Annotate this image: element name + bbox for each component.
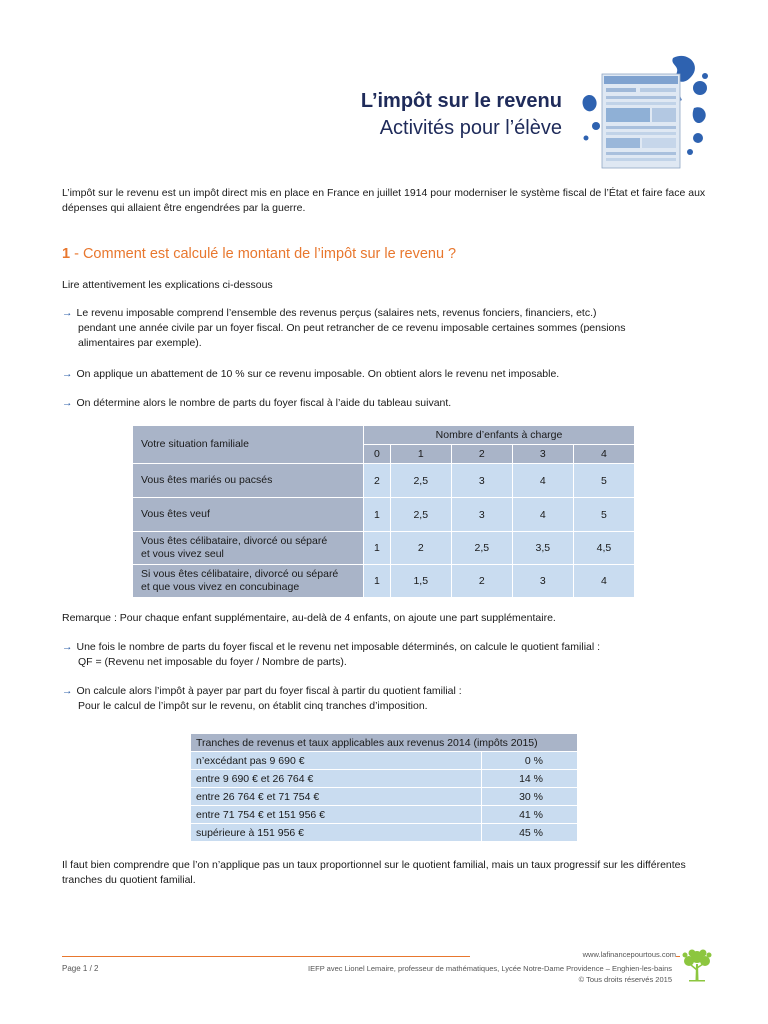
table-cell: 4	[573, 565, 634, 598]
bracket-rate: 14 %	[482, 770, 578, 788]
bullet-nombre-parts: → On détermine alors le nombre de parts du foyer fiscal à l’aide du tableau suivant.	[62, 397, 452, 409]
table-cell: 1	[364, 498, 391, 532]
bullet-revenu-imposable: → Le revenu imposable comprend l’ensemble des revenus perçus (salaires nets, revenus fonciers, financiers, etc.) pendant une année civile par un foyer fiscal. On peut retrancher de ce revenu imposable certaines sommes (pensions alimentaires par exemple).	[62, 307, 626, 349]
children-header: Nombre d’enfants à charge	[364, 426, 635, 445]
conclusion-paragraph: Il faut bien comprendre que l’on n’applique pas un taux proportionnel sur le quotient familial, mais un taux progressif sur les différentes tranches du quotient familial.	[62, 859, 686, 886]
tree-logo-icon	[680, 948, 714, 984]
footer-url[interactable]: www.lafinancepourtous.com	[470, 950, 676, 959]
bracket-rate: 41 %	[482, 806, 578, 824]
table-row	[133, 498, 635, 532]
page-number: Page 1 / 2	[62, 964, 99, 973]
table-row	[191, 824, 578, 842]
table-cell: 3	[451, 464, 512, 498]
page-subtitle: Activités pour l’élève	[379, 117, 562, 139]
children-col-2: 2	[451, 445, 512, 464]
bracket-range: n’excédant pas 9 690 €	[191, 752, 482, 770]
table-cell: 2	[390, 532, 451, 565]
table-row	[191, 788, 578, 806]
row-label: Vous êtes veuf	[133, 498, 364, 532]
tax-table-header: Tranches de revenus et taux applicables aux revenus 2014 (impôts 2015)	[191, 734, 578, 752]
table-cell: 4	[512, 464, 573, 498]
table-cell: 4,5	[573, 532, 634, 565]
table-row	[191, 770, 578, 788]
bracket-range: supérieure à 151 956 €	[191, 824, 482, 842]
bullet-quotient-familial: → Une fois le nombre de parts du foyer fiscal et le revenu net imposable déterminés, on calcule le quotient familial : QF = (Revenu net imposable du foyer / Nombre de parts).	[62, 641, 601, 668]
row-label: Vous êtes célibataire, divorcé ou séparé et vous vivez seul	[133, 532, 364, 565]
footer-credit: IEFP avec Lionel Lemaire, professeur de mathématiques, Lycée Notre-Dame Providence – Enghien-les-bains	[308, 964, 672, 973]
table-cell: 5	[573, 464, 634, 498]
intro-paragraph: L’impôt sur le revenu est un impôt direct mis en place en France en juillet 1914 pour moderniser le système fiscal de l’État et faire face aux dépenses qui allaient être engendrées par la guerre.	[62, 187, 706, 214]
arrow-icon: →	[62, 685, 73, 697]
section-number: 1	[62, 246, 71, 262]
bracket-range: entre 9 690 € et 26 764 €	[191, 770, 482, 788]
family-parts-table	[132, 425, 635, 598]
arrow-icon: →	[62, 641, 73, 653]
table-row	[133, 565, 635, 598]
table-cell: 2,5	[390, 498, 451, 532]
table-cell: 2	[451, 565, 512, 598]
arrow-icon: →	[62, 307, 73, 319]
table-cell: 1,5	[390, 565, 451, 598]
table-cell: 2,5	[451, 532, 512, 565]
table-row	[191, 806, 578, 824]
remark-text: Remarque : Pour chaque enfant supplémentaire, au-delà de 4 enfants, on ajoute une part supplémentaire.	[62, 612, 556, 624]
table-cell: 4	[512, 498, 573, 532]
children-col-4: 4	[573, 445, 634, 464]
row-label: Si vous êtes célibataire, divorcé ou séparé et que vous vivez en concubinage	[133, 565, 364, 598]
children-col-1: 1	[390, 445, 451, 464]
children-col-3: 3	[512, 445, 573, 464]
arrow-icon: →	[62, 397, 73, 409]
table-cell: 2	[364, 464, 391, 498]
table-row	[133, 532, 635, 565]
tax-brackets-table	[190, 733, 578, 842]
tax-form-illustration	[578, 48, 718, 173]
bracket-range: entre 71 754 € et 151 956 €	[191, 806, 482, 824]
children-col-0: 0	[364, 445, 391, 464]
table-row	[133, 464, 635, 498]
table-cell: 3	[451, 498, 512, 532]
section-heading	[62, 246, 456, 262]
row-label: Vous êtes mariés ou pacsés	[133, 464, 364, 498]
arrow-icon: →	[62, 368, 73, 380]
page-title: L’impôt sur le revenu	[360, 90, 562, 112]
bullet-calcul-impot: → On calcule alors l’impôt à payer par part du foyer fiscal à partir du quotient familial : Pour le calcul de l’impôt sur le revenu, on établit cinq tranches d’imposition.	[62, 685, 462, 712]
situation-header: Votre situation familiale	[133, 426, 364, 464]
bracket-rate: 0 %	[482, 752, 578, 770]
bullet-abattement: → On applique un abattement de 10 % sur ce revenu imposable. On obtient alors le revenu net imposable.	[62, 368, 560, 380]
bracket-range: entre 26 764 € et 71 754 €	[191, 788, 482, 806]
section-title-text: - Comment est calculé le montant de l’impôt sur le revenu ?	[70, 246, 457, 262]
table-cell: 3,5	[512, 532, 573, 565]
bracket-rate: 45 %	[482, 824, 578, 842]
instruction-text: Lire attentivement les explications ci-dessous	[62, 279, 273, 291]
table-cell: 1	[364, 532, 391, 565]
bracket-rate: 30 %	[482, 788, 578, 806]
footer-copyright: © Tous droits réservés 2015	[578, 975, 672, 984]
table-cell: 5	[573, 498, 634, 532]
table-cell: 3	[512, 565, 573, 598]
table-cell: 2,5	[390, 464, 451, 498]
table-cell: 1	[364, 565, 391, 598]
table-row	[191, 752, 578, 770]
